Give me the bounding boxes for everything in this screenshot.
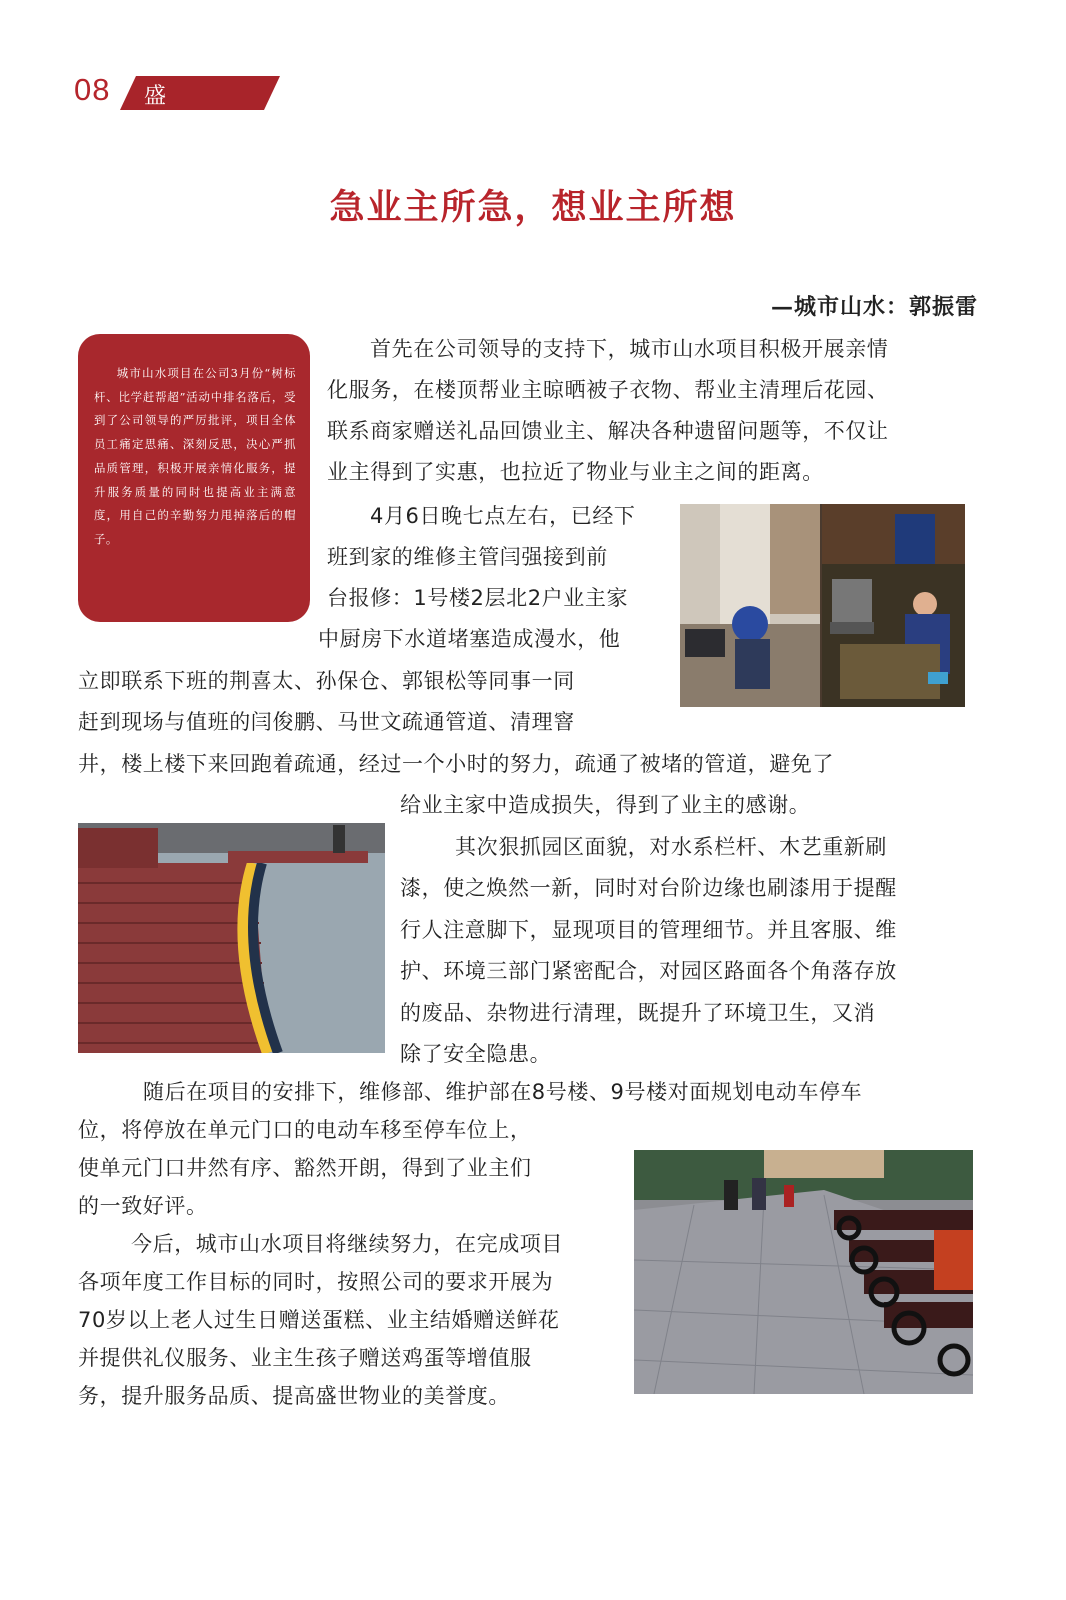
para3-line1: 其次狠抓园区面貌，对水系栏杆、木艺重新刷 — [455, 835, 887, 859]
photo-painted-railing — [78, 823, 385, 1053]
para3-line5: 的废品、杂物进行清理，既提升了环境卫生，又消 — [400, 1001, 876, 1025]
para2-line7: 井，楼上楼下来回跑着疏通，经过一个小时的努力，疏通了被堵的管道，避免了 — [78, 752, 834, 776]
para2-line5: 立即联系下班的荆喜太、孙保仓、郭银松等同事一同 — [78, 669, 575, 693]
para5-line2: 各项年度工作目标的同时，按照公司的要求开展为 — [78, 1270, 554, 1294]
para4-line3: 使单元门口井然有序、豁然开朗，得到了业主们 — [78, 1156, 532, 1180]
para4-line2: 位，将停放在单元门口的电动车移至停车位上， — [78, 1118, 532, 1142]
photo-ebike-parking — [634, 1150, 973, 1394]
callout-box — [78, 334, 310, 622]
para3-line3: 行人注意脚下，显现项目的管理细节。并且客服、维 — [400, 918, 897, 942]
photo-repair-crew — [680, 504, 965, 707]
callout-text: 城市山水项目在公司3月份“树标杆、比学赶帮超”活动中排名落后，受到了公司领导的严厉批评，项目全体员工痛定思痛、深刻反思，决心严抓品质管理，积极开展亲情化服务，提升服务质量的同时也提高业主满意度，用自己的辛勤努力甩掉落后的帽子。 — [94, 366, 296, 546]
para5-line4: 并提供礼仪服务、业主生孩子赠送鸡蛋等增值服 — [78, 1346, 532, 1370]
para2-line6: 赶到现场与值班的闫俊鹏、马世文疏通管道、清理窨 — [78, 710, 575, 734]
para2-line3: 台报修：1号楼2层北2户业主家 — [327, 586, 629, 610]
para1-line2: 化服务，在楼顶帮业主晾晒被子衣物、帮业主清理后花园、 — [327, 378, 889, 402]
para2-line4: 中厨房下水道堵塞造成漫水，他 — [318, 627, 621, 651]
page-number: 08 — [74, 72, 111, 107]
para2-line8: 给业主家中造成损失，得到了业主的感谢。 — [400, 793, 811, 817]
section-title: 盛世物业 — [144, 84, 169, 202]
article-byline: —城市山水：郭振雷 — [770, 294, 978, 320]
para5-line5: 务，提升服务品质、提高盛世物业的美誉度。 — [78, 1384, 510, 1408]
para2-line2: 班到家的维修主管闫强接到前 — [327, 545, 608, 569]
para4-line1: 随后在项目的安排下，维修部、维护部在8号楼、9号楼对面规划电动车停车 — [143, 1080, 863, 1104]
para3-line4: 护、环境三部门紧密配合，对园区路面各个角落存放 — [400, 959, 897, 983]
para2-line1: 4月6日晚七点左右，已经下 — [370, 504, 636, 528]
para5-line3: 70岁以上老人过生日赠送蛋糕、业主结婚赠送鲜花 — [78, 1308, 560, 1332]
para1-line3: 联系商家赠送礼品回馈业主、解决各种遗留问题等，不仅让 — [327, 419, 889, 443]
para3-line2: 漆，使之焕然一新，同时对台阶边缘也刷漆用于提醒 — [400, 876, 897, 900]
article-title: 急业主所急，想业主所想 — [329, 188, 737, 228]
para5-line1: 今后，城市山水项目将继续努力，在完成项目 — [131, 1232, 563, 1256]
para1-line1: 首先在公司领导的支持下，城市山水项目积极开展亲情 — [370, 337, 889, 361]
para4-line4: 的一致好评。 — [78, 1194, 208, 1218]
para1-line4: 业主得到了实惠，也拉近了物业与业主之间的距离。 — [327, 460, 824, 484]
para3-line6: 除了安全隐患。 — [400, 1042, 552, 1066]
